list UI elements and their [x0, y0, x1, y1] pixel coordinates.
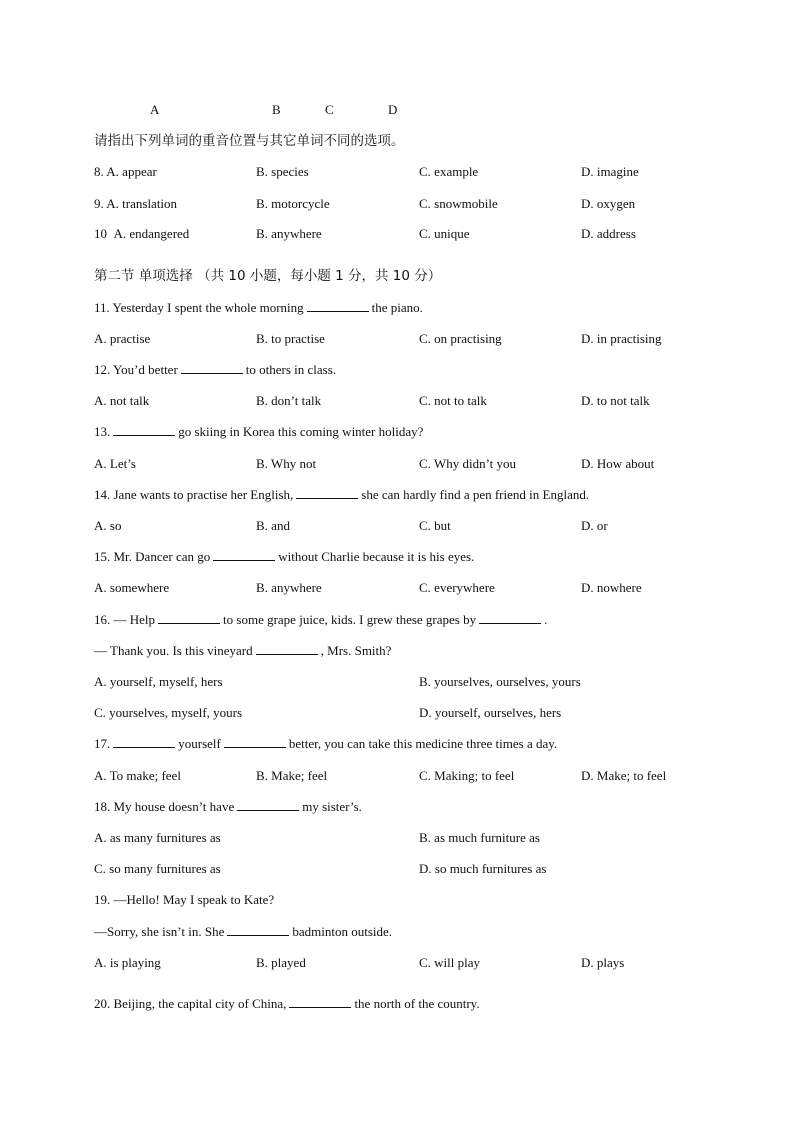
- option-b: B. to practise: [256, 331, 325, 346]
- option-d: D. nowhere: [581, 580, 642, 595]
- option-c: C. yourselves, myself, yours: [94, 705, 243, 720]
- question-15-stem: 15. Mr. Dancer can go without Charlie because it is his eyes.: [94, 549, 475, 564]
- question-11-options: [94, 329, 754, 349]
- option-d: D. imagine: [581, 164, 639, 179]
- section-title: 第二节 单项选择 （共 10 小题，每小题 1 分，共 10 分）: [94, 268, 442, 284]
- option-b: B. motorcycle: [256, 196, 330, 211]
- option-d: D. plays: [581, 955, 625, 970]
- option-a: A. is playing: [94, 955, 161, 970]
- option-a: A. practise: [94, 331, 151, 346]
- option-a: 10 A. endangered: [94, 226, 190, 241]
- option-b: B. and: [256, 518, 290, 533]
- option-d: D. How about: [581, 456, 655, 471]
- option-a: A. somewhere: [94, 580, 170, 595]
- question-10: [94, 224, 754, 244]
- question-18-stem: 18. My house doesn’t have my sister’s.: [94, 799, 362, 814]
- question-19-reply: —Sorry, she isn’t in. She badminton outside.: [94, 924, 393, 939]
- option-d: D. to not talk: [581, 393, 650, 408]
- question-8: [94, 162, 754, 182]
- question-14-stem: 14. Jane wants to practise her English, she can hardly find a pen friend in England.: [94, 487, 590, 502]
- question-16-reply: — Thank you. Is this vineyard , Mrs. Smith?: [94, 643, 392, 658]
- question-18-options-row2: [94, 859, 754, 879]
- option-b: B. don’t talk: [256, 393, 322, 408]
- option-b: B. anywhere: [256, 226, 322, 241]
- option-a: 8. A. appear: [94, 164, 157, 179]
- option-b: B. as much furniture as: [419, 830, 540, 845]
- option-b: B. yourselves, ourselves, yours: [419, 674, 581, 689]
- option-b: B. Why not: [256, 456, 317, 471]
- option-c: C. on practising: [419, 331, 502, 346]
- option-b: B. played: [256, 955, 306, 970]
- option-d: D. Make; to feel: [581, 768, 667, 783]
- answer-blank[interactable]: [256, 642, 318, 655]
- option-a: A. Let’s: [94, 456, 136, 471]
- answer-blank[interactable]: [224, 735, 286, 748]
- option-b: B. Make; feel: [256, 768, 328, 783]
- answer-blank[interactable]: [113, 735, 175, 748]
- answer-blank[interactable]: [213, 548, 275, 561]
- question-13-options: [94, 454, 754, 474]
- question-9: [94, 194, 754, 214]
- option-c: C. everywhere: [419, 580, 495, 595]
- option-b: B. anywhere: [256, 580, 322, 595]
- option-d: D. so much furnitures as: [419, 861, 547, 876]
- question-16-options-row1: [94, 672, 754, 692]
- question-14-options: [94, 516, 754, 536]
- answer-blank[interactable]: [181, 361, 243, 374]
- option-a: A. not talk: [94, 393, 150, 408]
- option-c: C. Why didn’t you: [419, 456, 517, 471]
- option-d: D. oxygen: [581, 196, 636, 211]
- option-c: C. example: [419, 164, 479, 179]
- question-16-stem: 16. — Help to some grape juice, kids. I grew these grapes by .: [94, 612, 548, 627]
- option-a: A. To make; feel: [94, 768, 181, 783]
- header-letter-c: C: [325, 102, 334, 117]
- option-a: A. yourself, myself, hers: [94, 674, 223, 689]
- option-c: C. unique: [419, 226, 470, 241]
- option-c: C. Making; to feel: [419, 768, 515, 783]
- question-15-options: [94, 578, 754, 598]
- question-19-stem: 19. —Hello! May I speak to Kate?: [94, 892, 275, 907]
- instruction-text: 请指出下列单词的重音位置与其它单词不同的选项。: [94, 133, 405, 149]
- question-20-stem: 20. Beijing, the capital city of China, the north of the country.: [94, 996, 480, 1011]
- question-17-stem: 17. yourself better, you can take this medicine three times a day.: [94, 736, 558, 751]
- option-d: D. or: [581, 518, 608, 533]
- option-c: C. will play: [419, 955, 481, 970]
- option-d: D. address: [581, 226, 636, 241]
- option-c: C. snowmobile: [419, 196, 498, 211]
- option-a: 9. A. translation: [94, 196, 178, 211]
- question-17-options: [94, 766, 754, 786]
- question-12-stem: 12. You’d better to others in class.: [94, 362, 337, 377]
- header-letter-d: D: [388, 102, 398, 117]
- option-b: B. species: [256, 164, 309, 179]
- answer-blank[interactable]: [479, 611, 541, 624]
- option-a: A. so: [94, 518, 122, 533]
- option-d: D. yourself, ourselves, hers: [419, 705, 562, 720]
- option-a: A. as many furnitures as: [94, 830, 221, 845]
- answer-blank[interactable]: [113, 423, 175, 436]
- answer-blank[interactable]: [237, 798, 299, 811]
- header-letter-a: A: [150, 102, 160, 117]
- answer-blank[interactable]: [289, 995, 351, 1008]
- answer-blank[interactable]: [227, 923, 289, 936]
- answer-blank[interactable]: [158, 611, 220, 624]
- option-c: C. but: [419, 518, 451, 533]
- answer-blank[interactable]: [307, 299, 369, 312]
- question-16-options-row2: [94, 703, 754, 723]
- option-d: D. in practising: [581, 331, 662, 346]
- question-18-options-row1: [94, 828, 754, 848]
- option-c: C. so many furnitures as: [94, 861, 221, 876]
- header-letter-b: B: [272, 102, 281, 117]
- question-11-stem: 11. Yesterday I spent the whole morning the piano.: [94, 300, 423, 315]
- question-19-options: [94, 953, 754, 973]
- question-13-stem: 13. go skiing in Korea this coming winter holiday?: [94, 424, 424, 439]
- option-c: C. not to talk: [419, 393, 487, 408]
- answer-blank[interactable]: [296, 486, 358, 499]
- question-12-options: [94, 391, 754, 411]
